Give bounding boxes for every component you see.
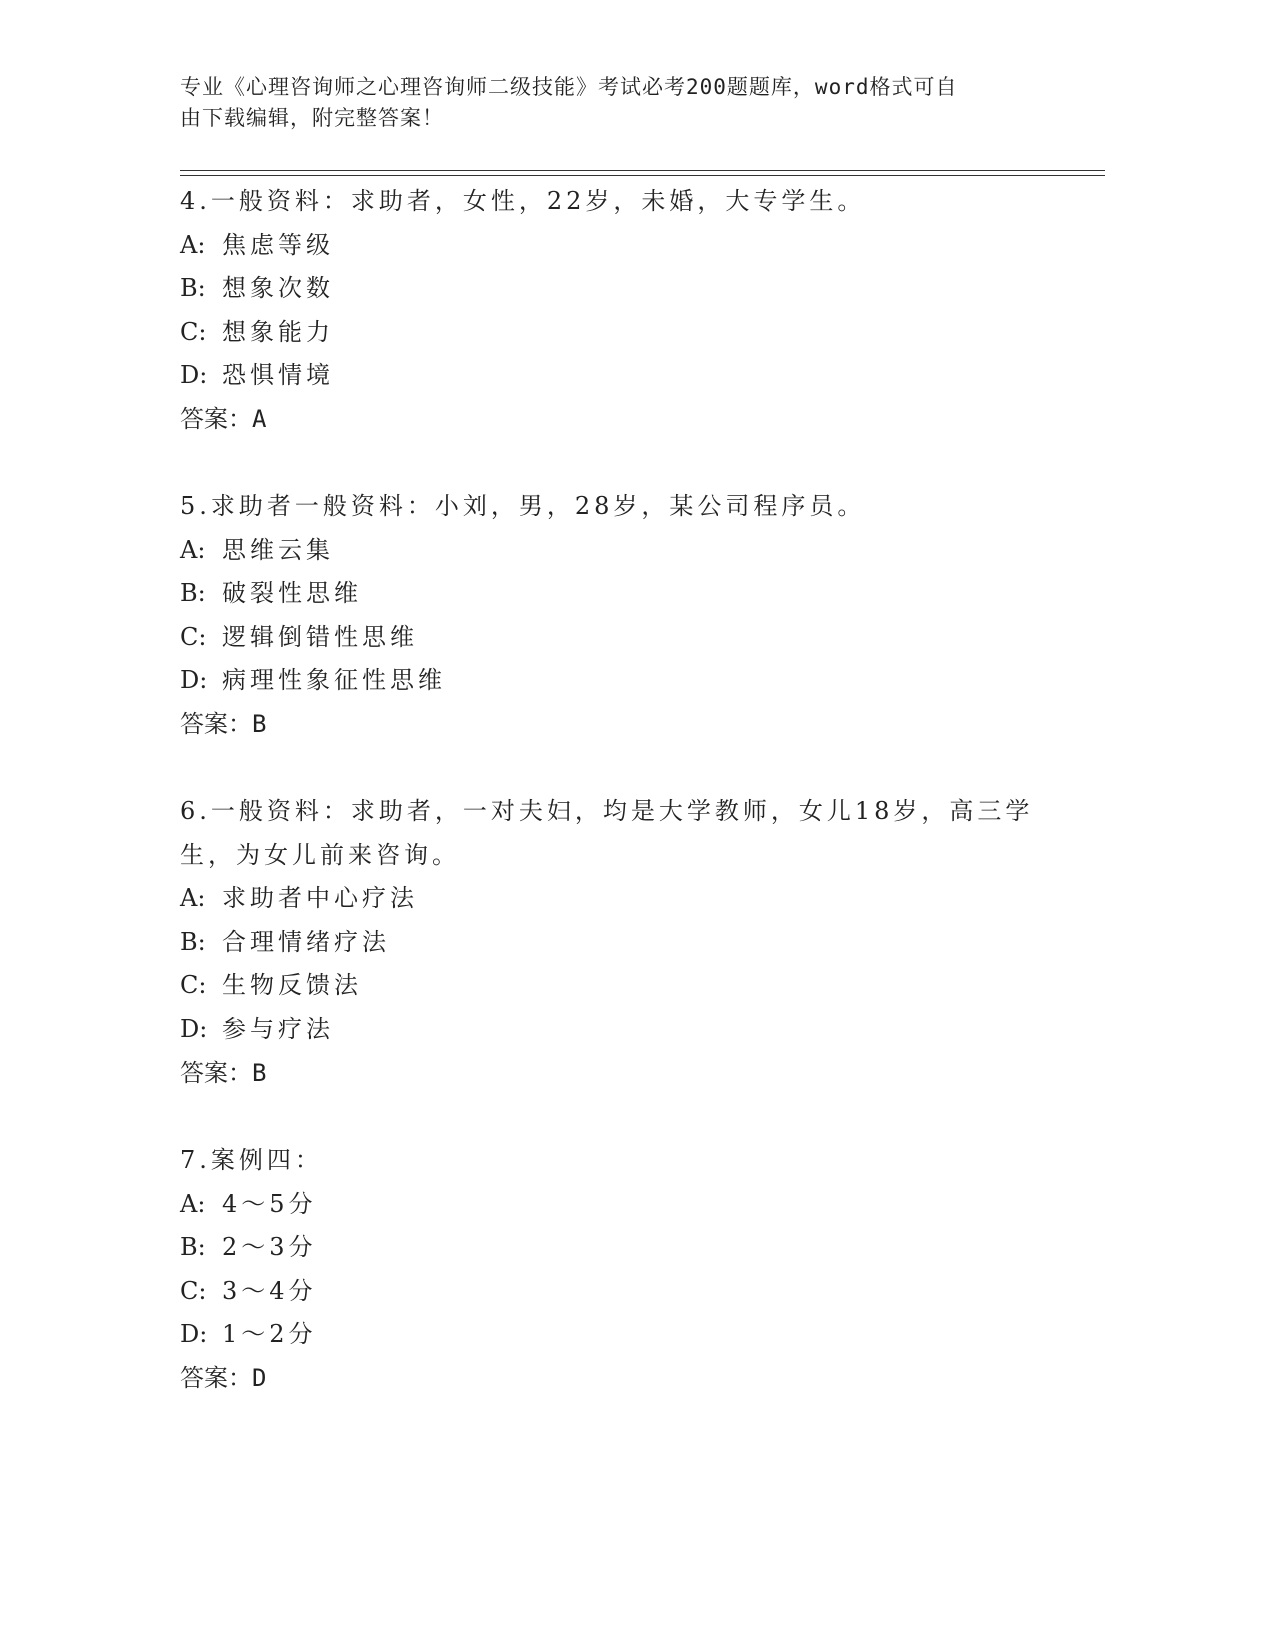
option-b [180,921,1060,965]
option-letter: D: [180,361,208,390]
option-text: 合理情绪疗法 [222,927,390,956]
document-header [180,72,1040,134]
option-letter: A: [180,535,206,564]
option-letter: A: [180,230,206,259]
option-text: 逻辑倒错性思维 [222,622,418,651]
option-text: 想象能力 [222,317,334,346]
option-b [180,267,1060,311]
option-b [180,572,1060,616]
option-a [180,529,1060,573]
option-d [180,1008,1060,1052]
question-5 [180,485,1060,747]
option-letter: C: [180,1276,207,1305]
option-text: 求助者中心疗法 [222,884,418,913]
option-text: 焦虑等级 [222,230,334,259]
option-text: 破裂性思维 [222,579,362,608]
option-letter: D: [180,1320,208,1349]
answer-line: 答案：A [180,404,267,433]
question-stem: 5.求助者一般资料：小刘，男，28岁，某公司程序员。 [180,492,866,520]
option-letter: B: [180,1233,206,1262]
option-b [180,1226,1060,1270]
option-letter: D: [180,666,208,695]
option-letter: B: [180,927,206,956]
option-letter: A: [180,884,206,913]
option-d [180,1313,1060,1357]
option-text: 想象次数 [222,274,334,303]
option-letter: C: [180,622,207,651]
option-a [180,224,1060,268]
question-stem: 4.一般资料：求助者，女性，22岁，未婚，大专学生。 [180,187,866,215]
option-c [180,616,1060,660]
header-line-2: 由下载编辑，附完整答案！ [180,106,444,130]
question-6 [180,790,1060,1095]
question-stem: 6.一般资料：求助者，一对夫妇，均是大学教师，女儿18岁，高三学 [180,797,1034,825]
option-text: 思维云集 [222,535,334,564]
option-letter: A: [180,1189,206,1218]
question-4 [180,180,1060,442]
header-divider-top [180,170,1105,171]
answer-line: 答案：B [180,1058,267,1087]
option-d [180,354,1060,398]
option-text: 4～5分 [222,1189,317,1218]
option-text: 3～4分 [222,1276,317,1305]
option-text: 生物反馈法 [222,971,362,1000]
option-letter: B: [180,274,206,303]
option-d [180,659,1060,703]
option-text: 病理性象征性思维 [222,666,446,695]
answer-line: 答案：B [180,709,267,738]
option-a [180,1183,1060,1227]
option-letter: D: [180,1014,208,1043]
option-c [180,1270,1060,1314]
option-text: 参与疗法 [222,1014,334,1043]
question-7 [180,1139,1060,1401]
question-stem-continued: 生，为女儿前来咨询。 [180,840,460,869]
header-line-1: 专业《心理咨询师之心理咨询师二级技能》考试必考200题题库，word格式可自 [180,75,958,99]
option-text: 2～3分 [222,1233,317,1262]
option-c [180,964,1060,1008]
option-text: 1～2分 [222,1320,317,1349]
option-letter: C: [180,317,207,346]
header-divider-bottom [180,175,1105,176]
option-text: 恐惧情境 [222,361,334,390]
option-a [180,877,1060,921]
option-letter: C: [180,971,207,1000]
option-letter: B: [180,579,206,608]
option-c [180,311,1060,355]
question-stem: 7.案例四： [180,1146,323,1174]
answer-line: 答案：D [180,1363,267,1392]
